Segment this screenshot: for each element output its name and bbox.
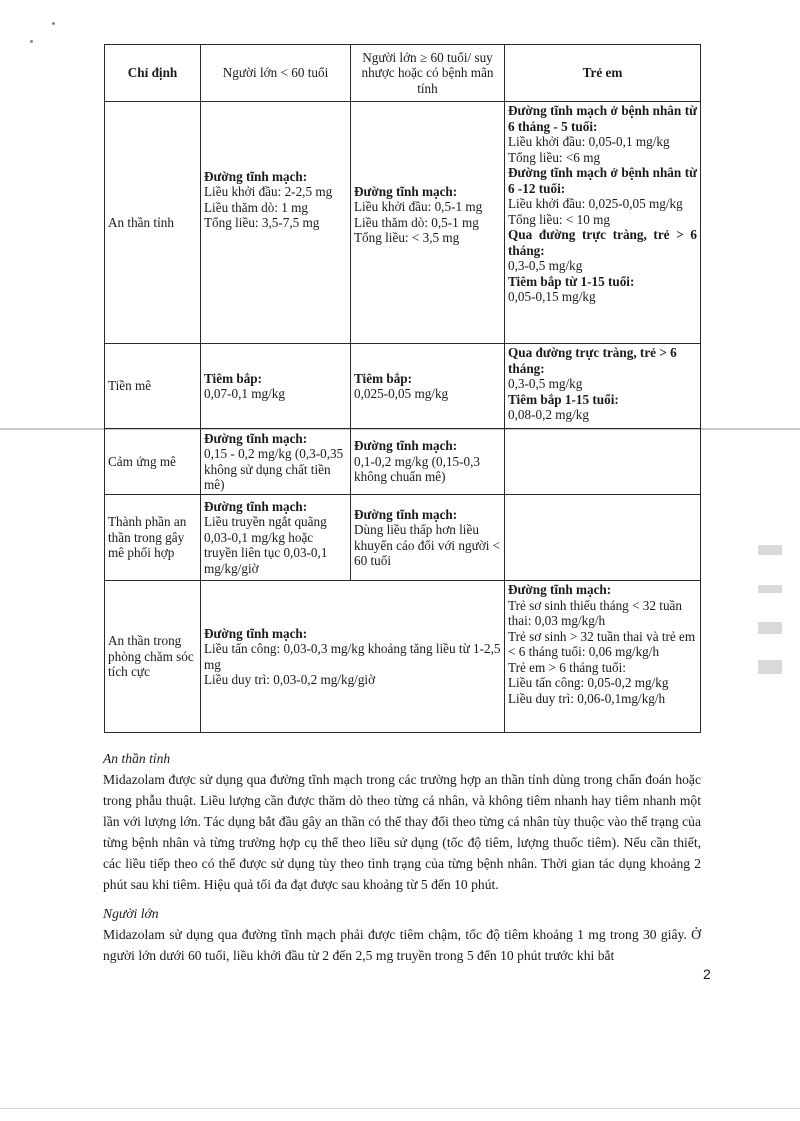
- children-cell-empty: [505, 495, 701, 581]
- table-row: [105, 495, 701, 581]
- table-row: [105, 429, 701, 495]
- route-label: Qua đường trực tràng, trẻ > 6 tháng:: [508, 345, 677, 376]
- indication-cell: An thần tỉnh: [105, 102, 201, 344]
- dose-line: 0,1-0,2 mg/kg (0,15-0,3 không chuẩn mê): [354, 453, 481, 485]
- section-nguoi-lon: [103, 903, 701, 966]
- header-indication: Chỉ định: [105, 45, 201, 102]
- dose-line: Liều khởi đầu: 0,025-0,05 mg/kg: [508, 196, 683, 211]
- route-label: Tiêm bắp:: [354, 370, 413, 386]
- table-row: [105, 102, 701, 344]
- dosage-table: [104, 44, 701, 733]
- route-label: Đường tĩnh mạch:: [204, 498, 308, 514]
- dose-line: Liều khởi đầu: 0,05-0,1 mg/kg: [508, 134, 670, 149]
- dose-line: Liều khởi đầu: 2-2,5 mg: [204, 184, 333, 199]
- route-label: Đường tĩnh mạch:: [354, 506, 458, 522]
- route-label: Đường tĩnh mạch ở bệnh nhân từ 6 -12 tuổi:: [508, 165, 697, 196]
- dose-line: Liều tấn công: 0,05-0,2 mg/kg: [508, 675, 669, 690]
- adult-over-60-cell: [351, 102, 505, 344]
- scan-speck: [30, 40, 33, 43]
- children-cell: [505, 344, 701, 429]
- dose-line: 0,3-0,5 mg/kg: [508, 258, 583, 273]
- adult-under-60-cell: [201, 495, 351, 581]
- route-label: Đường tĩnh mạch:: [354, 438, 458, 454]
- route-label: Đường tĩnh mạch:: [354, 183, 458, 199]
- dose-line: 0,3-0,5 mg/kg: [508, 376, 583, 391]
- section-body: Midazolam sử dụng qua đường tĩnh mạch phải được tiêm chậm, tốc độ tiêm khoảng 1 mg trong 30 giây. Ở người lớn dưới 60 tuổi, liều khởi đầu từ 2 đến 2,5 mg truyền trong 5 đến 10 phút trước khi bắt: [103, 927, 701, 963]
- route-label: Tiêm bắp từ 1-15 tuổi:: [508, 273, 635, 289]
- dose-line: Dùng liều thấp hơn liều khuyến cáo đối với người < 60 tuổi: [354, 522, 501, 568]
- scan-speck: [52, 22, 55, 25]
- header-adult-over-60: Người lớn ≥ 60 tuổi/ suy nhược hoặc có bệnh mãn tính: [351, 45, 505, 102]
- dose-line: Trẻ em > 6 tháng tuổi:: [508, 659, 626, 675]
- dose-line: 0,07-0,1 mg/kg: [204, 386, 285, 401]
- section-title: Người lớn: [103, 906, 159, 921]
- adults-merged-cell: [201, 581, 505, 733]
- dose-line: 0,025-0,05 mg/kg: [354, 386, 449, 401]
- dose-line: Liều khởi đầu: 0,5-1 mg: [354, 199, 483, 214]
- dose-line: Trẻ sơ sinh > 32 tuần thai và trẻ em < 6 tháng tuổi: 0,06 mg/kg/h: [508, 628, 696, 659]
- route-label: Đường tĩnh mạch:: [204, 625, 308, 641]
- table-row: [105, 581, 701, 733]
- route-label: Tiêm bắp 1-15 tuổi:: [508, 391, 619, 407]
- dose-line: Liều duy trì: 0,06-0,1mg/kg/h: [508, 690, 666, 706]
- dose-line: Liều thăm dò: 1 mg: [204, 199, 309, 215]
- dose-line: Tổng liều: 3,5-7,5 mg: [204, 215, 320, 230]
- dose-line: Liều duy trì: 0,03-0,2 mg/kg/giờ: [204, 672, 376, 687]
- dose-line: 0,15 - 0,2 mg/kg (0,3-0,35 không sử dụng chất tiền mê): [204, 446, 344, 492]
- route-label: Qua đường trực tràng, trẻ > 6 tháng:: [508, 227, 697, 258]
- scan-margin-mark: [758, 585, 782, 593]
- scan-artifact-line: [0, 1108, 800, 1109]
- route-label: Đường tĩnh mạch:: [508, 582, 612, 597]
- dose-line: 0,05-0,15 mg/kg: [508, 289, 596, 304]
- route-label: Đường tĩnh mạch:: [204, 430, 308, 446]
- dose-line: 0,08-0,2 mg/kg: [508, 407, 589, 422]
- adult-over-60-cell: [351, 495, 505, 581]
- dose-line: Liều truyền ngắt quãng 0,03-0,1 mg/kg hoặc truyền liên tục 0,03-0,1 mg/kg/giờ: [204, 514, 328, 576]
- dose-line: Liều tấn công: 0,03-0,3 mg/kg khoảng tăng liều từ 1-2,5 mg: [204, 641, 501, 672]
- scan-margin-mark: [758, 622, 782, 634]
- adult-under-60-cell: [201, 344, 351, 429]
- section-body: Midazolam được sử dụng qua đường tĩnh mạch trong các trường hợp an thần tỉnh dùng trong chẩn đoán hoặc trong phẫu thuật. Liều lượng cần được thăm dò theo từng cá nhân, và không tiêm nhanh hay tiêm nhanh một lần với lượng lớn. Tác dụng bắt đầu gây an thần có thể thay đổi theo từng cá nhân tùy thuộc vào thể trạng của từng bệnh nhân và từng trường hợp cụ thể theo liều sử dụng (tốc độ tiêm, lượng thuốc tiêm). Nếu cần thiết, các liều tiếp theo có thể được sử dụng tùy theo tình trạng của từng bệnh nhân. Thời gian tác dụng khoảng 2 phút sau khi tiêm. Hiệu quả tối đa đạt được sau khoảng từ 5 đến 10 phút.: [103, 772, 701, 892]
- table-row: [105, 344, 701, 429]
- section-title: An thần tỉnh: [103, 751, 171, 766]
- scan-margin-mark: [758, 660, 782, 674]
- route-label: Tiêm bắp:: [204, 370, 263, 386]
- adult-over-60-cell: [351, 429, 505, 495]
- dose-line: Tổng liều: < 10 mg: [508, 211, 610, 227]
- adult-under-60-cell: [201, 102, 351, 344]
- adult-under-60-cell: [201, 429, 351, 495]
- dose-line: Tổng liều: <6 mg: [508, 149, 601, 165]
- indication-cell: Tiền mê: [105, 344, 201, 429]
- indication-cell: Cảm ứng mê: [105, 429, 201, 495]
- scan-margin-mark: [758, 545, 782, 555]
- header-children: Trẻ em: [505, 45, 701, 102]
- table-header-row: [105, 45, 701, 102]
- children-cell-empty: [505, 429, 701, 495]
- header-adult-under-60: Người lớn < 60 tuổi: [201, 45, 351, 102]
- route-label: Đường tĩnh mạch ở bệnh nhân từ 6 tháng - 5 tuổi:: [508, 103, 697, 134]
- dose-line: Tổng liều: < 3,5 mg: [354, 230, 460, 245]
- dose-line: Liều thăm dò: 0,5-1 mg: [354, 214, 479, 230]
- adult-over-60-cell: [351, 344, 505, 429]
- children-cell: [505, 581, 701, 733]
- indication-cell: An thần trong phòng chăm sóc tích cực: [105, 581, 201, 733]
- children-cell: [505, 102, 701, 344]
- page-number: 2: [703, 966, 711, 982]
- route-label: Đường tĩnh mạch:: [204, 168, 308, 184]
- indication-cell: Thành phần an thần trong gây mê phối hợp: [105, 495, 201, 581]
- dose-line: Trẻ sơ sinh thiếu tháng < 32 tuần thai: 0,03 mg/kg/h: [508, 597, 682, 628]
- section-an-than-tinh: [103, 748, 701, 895]
